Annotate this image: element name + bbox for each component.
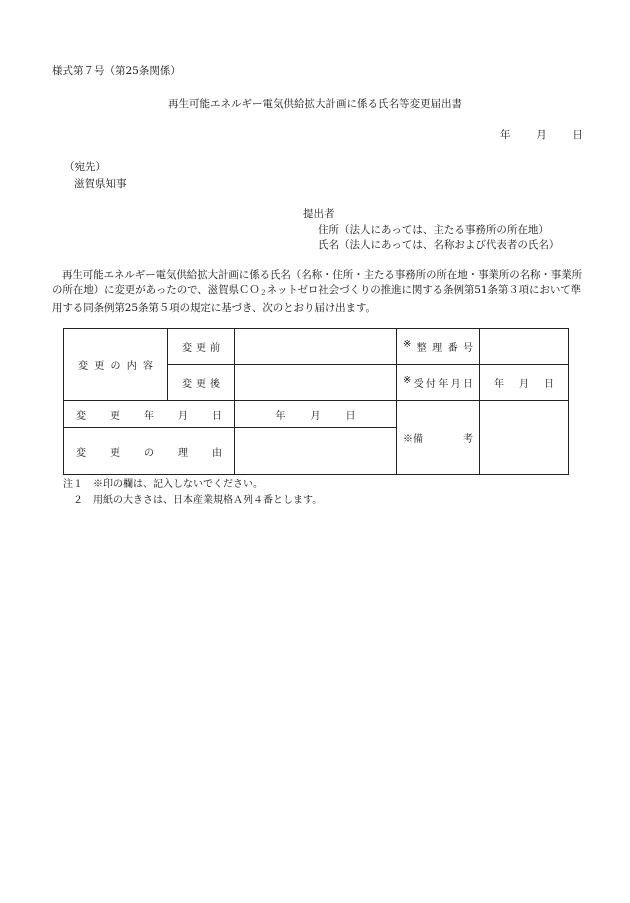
received-date-label: ※ 受 付 年 月 日 [403, 375, 473, 390]
note-1: 注１ ※印の欄は、記入しないでください。 [63, 479, 263, 490]
body-text-subscript: ２ [259, 289, 267, 297]
before-label-cell [168, 329, 235, 365]
ref-number-value-cell [480, 329, 569, 365]
remarks-label-mark: ※備 [403, 434, 423, 445]
change-form-table [63, 328, 569, 475]
note-2: ２ 用紙の大きさは、日本産業規格Ａ列４番とします。 [73, 495, 323, 506]
remarks-label-end: 考 [463, 434, 473, 445]
reason-value-cell[interactable] [235, 428, 397, 475]
body-text [52, 268, 582, 316]
received-date-label-cell [397, 365, 480, 401]
change-content-label-cell [64, 329, 168, 401]
remarks-label [397, 430, 479, 445]
submission-date [500, 130, 583, 141]
change-content-label: 変 更 の 内 容 [78, 361, 153, 372]
body-text-part2: ネットゼロ社会づくりの推進に関する条例第51条第３項において準用する同条例第25条第５項の規定に基づき、次のとおり届け出ます。 [52, 284, 582, 314]
after-value-cell[interactable] [235, 365, 397, 401]
addressee-label: （宛先） [64, 161, 106, 173]
form-number: 様式第７号（第25条関係） [52, 65, 181, 77]
before-value-cell[interactable] [235, 329, 397, 365]
after-label-cell [168, 365, 235, 401]
before-label: 変 更 前 [182, 343, 220, 354]
remarks-label-cell [397, 401, 480, 475]
change-date-value-cell[interactable] [235, 401, 397, 428]
remarks-value-cell [480, 401, 569, 475]
date-month-label: 月 [536, 129, 547, 141]
reason-label-cell [64, 428, 235, 475]
body-text-part1: 再生可能エネルギー電気供給拡大計画に係る氏名（名称・住所・主たる事務所の所在地・事業所の名称・事業所の所在地）に変更があったので、滋賀県ＣＯ [52, 269, 582, 296]
received-date-placeholder: 年 月 日 [494, 379, 554, 390]
after-label: 変 更 後 [182, 379, 220, 390]
change-date-label-cell [64, 401, 235, 428]
received-date-value-cell [480, 365, 569, 401]
date-day-label: 日 [572, 129, 583, 141]
addressee: 滋賀県知事 [74, 178, 127, 190]
reason-label: 変 更 の 理 由 [76, 447, 222, 459]
ref-number-label-cell [397, 329, 480, 365]
document-title: 再生可能エネルギー電気供給拡大計画に係る氏名等変更届出書 [168, 98, 462, 110]
submitter-address-label: 住所（法人にあっては、主たる事務所の所在地） [318, 224, 549, 236]
notes [63, 477, 322, 509]
submitter-name-label: 氏名（法人にあっては、名称および代表者の氏名） [318, 239, 560, 251]
ref-number-label: ※ 整 理 番 号 [403, 339, 473, 354]
submitter-label: 提出者 [303, 208, 335, 220]
change-date-label: 変 更 年 月 日 [76, 410, 222, 422]
date-year-label: 年 [500, 129, 511, 141]
change-date-placeholder: 年 月 日 [275, 410, 356, 422]
